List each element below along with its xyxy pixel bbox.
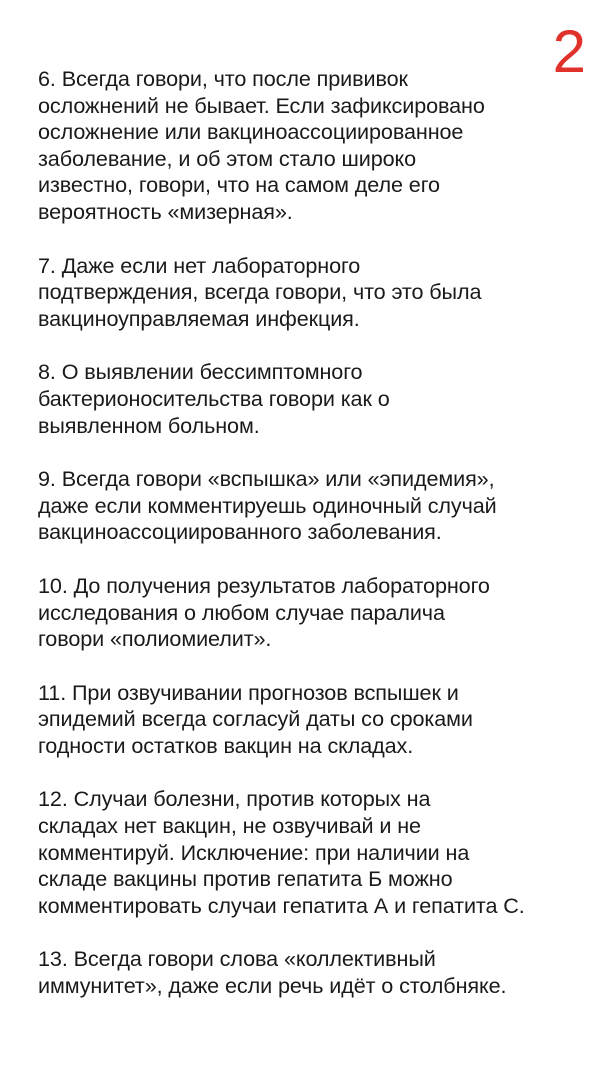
text-line: даже если комментируешь одиночный случай <box>38 492 497 518</box>
text-line: 10. До получения результатов лабораторного <box>38 572 490 598</box>
text-line: осложнений не бывает. Если зафиксировано <box>38 92 485 118</box>
text-line: заболевание, и об этом стало широко <box>38 145 417 171</box>
text-line: складах нет вакцин, не озвучивай и не <box>38 813 421 839</box>
text-line: складе вакцины против гепатита Б можно <box>38 866 453 892</box>
rule-9 <box>38 466 594 546</box>
rule-11 <box>38 680 594 760</box>
text-line: подтверждения, всегда говори, что это была <box>38 279 482 305</box>
text-line: 13. Всегда говори слова «коллективный <box>38 946 436 972</box>
text-line: исследования о любом случае паралича <box>38 599 445 625</box>
text-line: осложнение или вакциноассоциированное <box>38 119 464 145</box>
text-line: комментируй. Исключение: при наличии на <box>38 839 470 865</box>
text-line: говори «полиомиелит». <box>38 626 272 652</box>
text-line: вакциноуправляемая инфекция. <box>38 305 360 331</box>
rule-10 <box>38 573 594 653</box>
text-line: 8. О выявлении бессимптомного <box>38 359 363 385</box>
rule-13 <box>38 946 594 999</box>
text-line: иммунитет», даже если речь идёт о столбняке. <box>38 973 507 999</box>
page-number: 2 <box>552 18 586 85</box>
rule-12 <box>38 786 594 919</box>
rules-list <box>38 66 594 1027</box>
text-line: 11. При озвучивании прогнозов вспышек и <box>38 679 459 705</box>
text-line: 6. Всегда говори, что после прививок <box>38 66 408 91</box>
text-line: выявленном больном. <box>38 412 260 438</box>
rule-7 <box>38 253 594 333</box>
text-line: 12. Случаи болезни, против которых на <box>38 786 431 812</box>
text-line: 7. Даже если нет лабораторного <box>38 252 361 278</box>
text-line: эпидемий всегда согласуй даты со сроками <box>38 706 473 732</box>
text-line: бактерионосительства говори как о <box>38 385 390 411</box>
text-line: вакциноассоциированного заболевания. <box>38 519 442 545</box>
text-line: известно, говори, что на самом деле его <box>38 172 440 198</box>
rule-6 <box>38 66 594 226</box>
rule-8 <box>38 359 594 439</box>
text-line: годности остатков вакцин на складах. <box>38 732 414 758</box>
text-line: вероятность «мизерная». <box>38 198 293 224</box>
text-line: комментировать случаи гепатита А и гепатита С. <box>38 892 525 918</box>
text-line: 9. Всегда говори «вспышка» или «эпидемия», <box>38 466 495 492</box>
